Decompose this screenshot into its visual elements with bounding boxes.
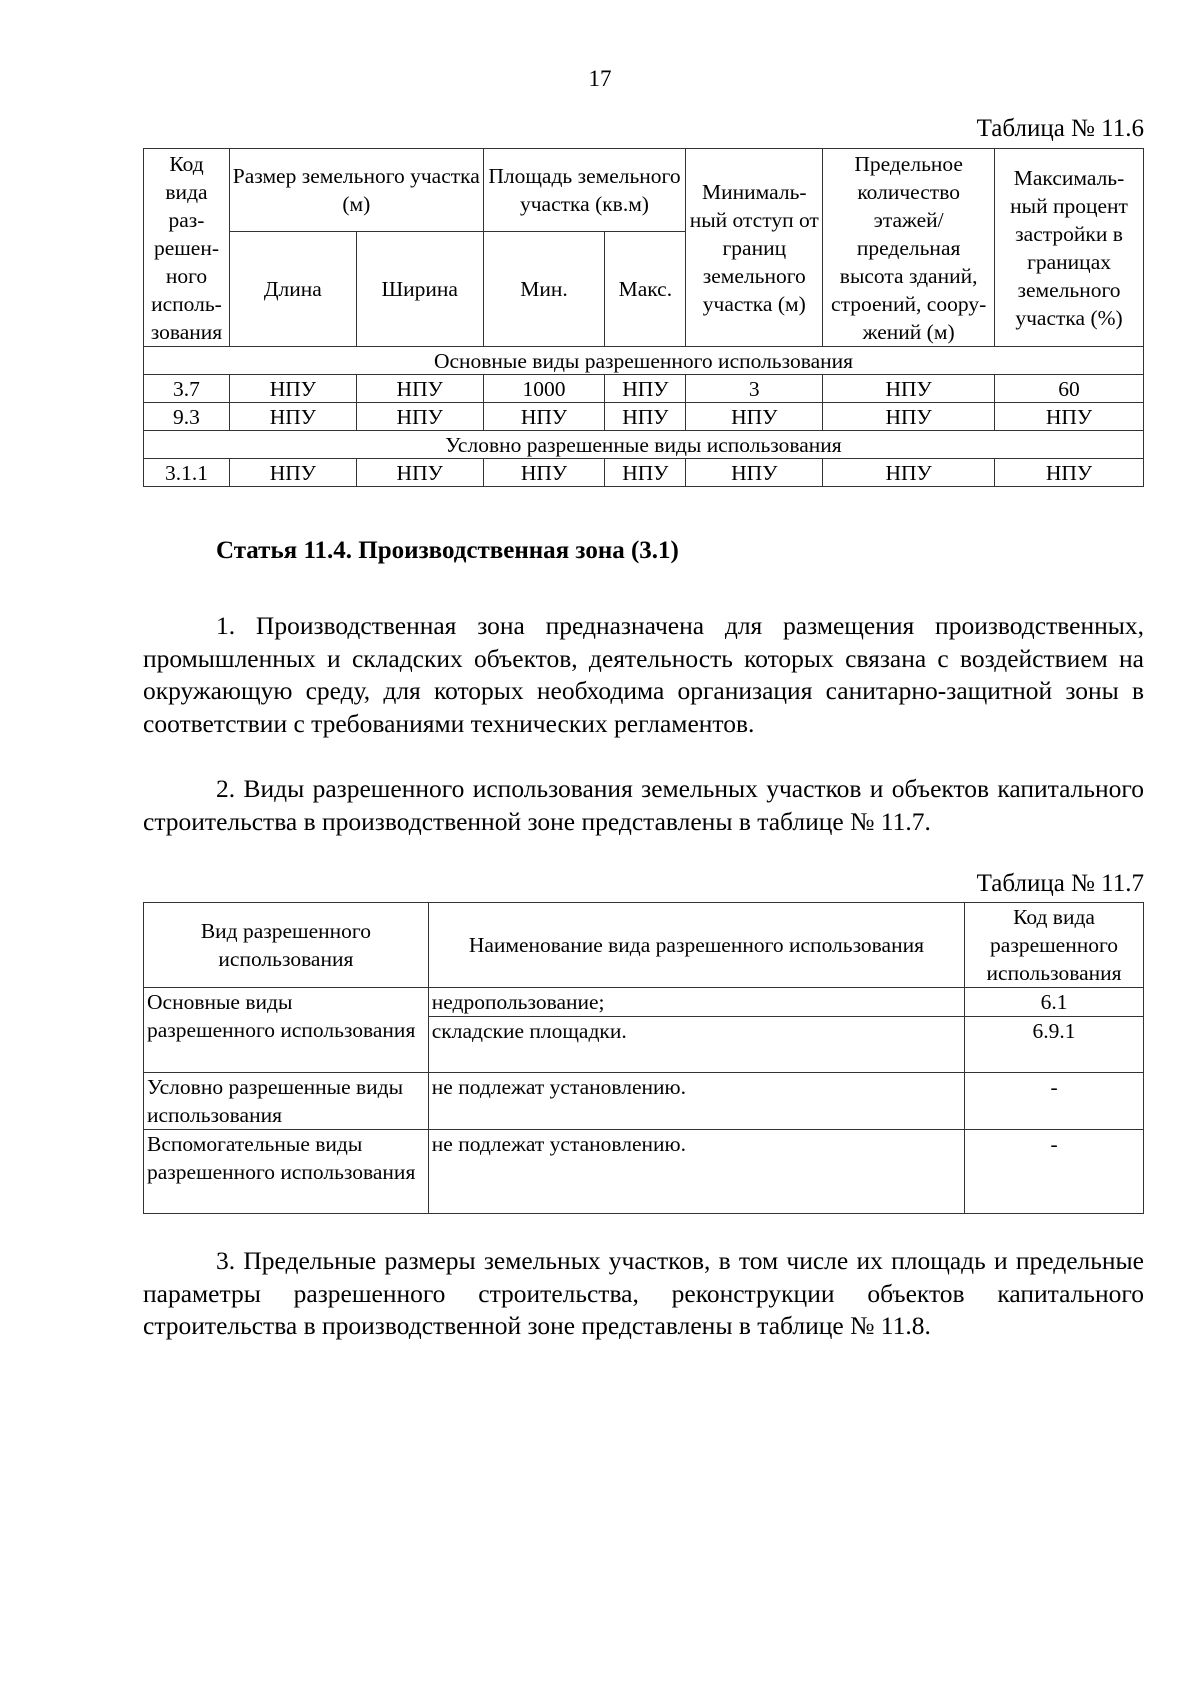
paragraph-2: 2. Виды разрешенного использования земельных участков и объектов капитального строительства в производственной зоне представлены в таблице № 11.7. [143,774,1144,836]
page-number: 17 [588,66,612,91]
header-code: Код вида раз-решен-ного исполь-зования [144,149,230,347]
header-floors: Предельное количество этажей/ предельная высота зданий, строений, соору-жений (м) [823,149,995,347]
header-min: Мин. [483,232,605,347]
header-area: Площадь земельного участка (кв.м) [483,149,686,232]
cell: НПУ [356,375,483,403]
cell: НПУ [995,403,1144,431]
cell: 3 [686,375,823,403]
cell: НПУ [229,375,356,403]
header-size: Размер земельного участка (м) [229,149,483,232]
paragraph-1: 1. Производственная зона предназначена для размещения производственных, промышленных и складских объектов, деятельность которых связана с воздействием на окружающую среду, для которых необходима организация санитарно-защитной зоны в соответствии с требованиями технических регламентов. [143,611,1144,738]
header-max: Макс. [605,232,686,347]
table-row [144,1130,1144,1214]
cell: НПУ [605,459,686,487]
table-row [144,1073,1144,1130]
header-name: Наименование вида разрешенного использования [428,903,964,988]
cell: НПУ [356,459,483,487]
header-length: Длина [229,232,356,347]
table-11-6-caption: Таблица № 11.6 [976,115,1144,142]
table-11-7 [143,902,1144,1214]
use-code: - [965,1130,1144,1214]
cell: НПУ [686,459,823,487]
table-11-7-caption: Таблица № 11.7 [976,870,1144,897]
table-row [144,375,1144,403]
use-name: складские площадки. [428,1017,964,1073]
group-type: Вспомогательные виды разрешенного использования [144,1130,429,1214]
group-type: Условно разрешенные виды использования [144,1073,429,1130]
cell: НПУ [356,403,483,431]
use-name: недропользование; [428,988,964,1017]
table-row [144,988,1144,1017]
use-code: - [965,1073,1144,1130]
header-width: Ширина [356,232,483,347]
article-heading: Статья 11.4. Производственная зона (3.1) [216,537,679,564]
use-code: 6.9.1 [965,1017,1144,1073]
cell: 3.7 [144,375,230,403]
table-11-6 [143,148,1144,487]
table-row [144,459,1144,487]
use-name: не подлежат установлению. [428,1073,964,1130]
section-conditional: Условно разрешенные виды использования [144,431,1144,459]
use-code: 6.1 [965,988,1144,1017]
section-main: Основные виды разрешенного использования [144,347,1144,375]
group-type: Основные виды разрешенного использования [144,988,429,1073]
cell: 9.3 [144,403,230,431]
cell: НПУ [686,403,823,431]
cell: НПУ [823,459,995,487]
cell: НПУ [229,459,356,487]
cell: 3.1.1 [144,459,230,487]
header-coverage: Максималь-ный процент застройки в границах земельного участка (%) [995,149,1144,347]
paragraph-3: 3. Предельные размеры земельных участков, в том числе их площадь и предельные параметры разрешенного строительства, реконструкции объектов капитального строительства в производственной зоне представлены в таблице № 11.8. [143,1246,1144,1340]
cell: НПУ [229,403,356,431]
header-setback: Минималь-ный отступ от границ земельного участка (м) [686,149,823,347]
use-name: не подлежат установлению. [428,1130,964,1214]
cell: НПУ [483,403,605,431]
cell: НПУ [605,403,686,431]
cell: 60 [995,375,1144,403]
table-row [144,403,1144,431]
cell: НПУ [823,375,995,403]
cell: 1000 [483,375,605,403]
cell: НПУ [605,375,686,403]
cell: НПУ [995,459,1144,487]
header-type: Вид разрешенного использования [144,903,429,988]
cell: НПУ [483,459,605,487]
cell: НПУ [823,403,995,431]
header-code: Код вида разрешенного использования [965,903,1144,988]
